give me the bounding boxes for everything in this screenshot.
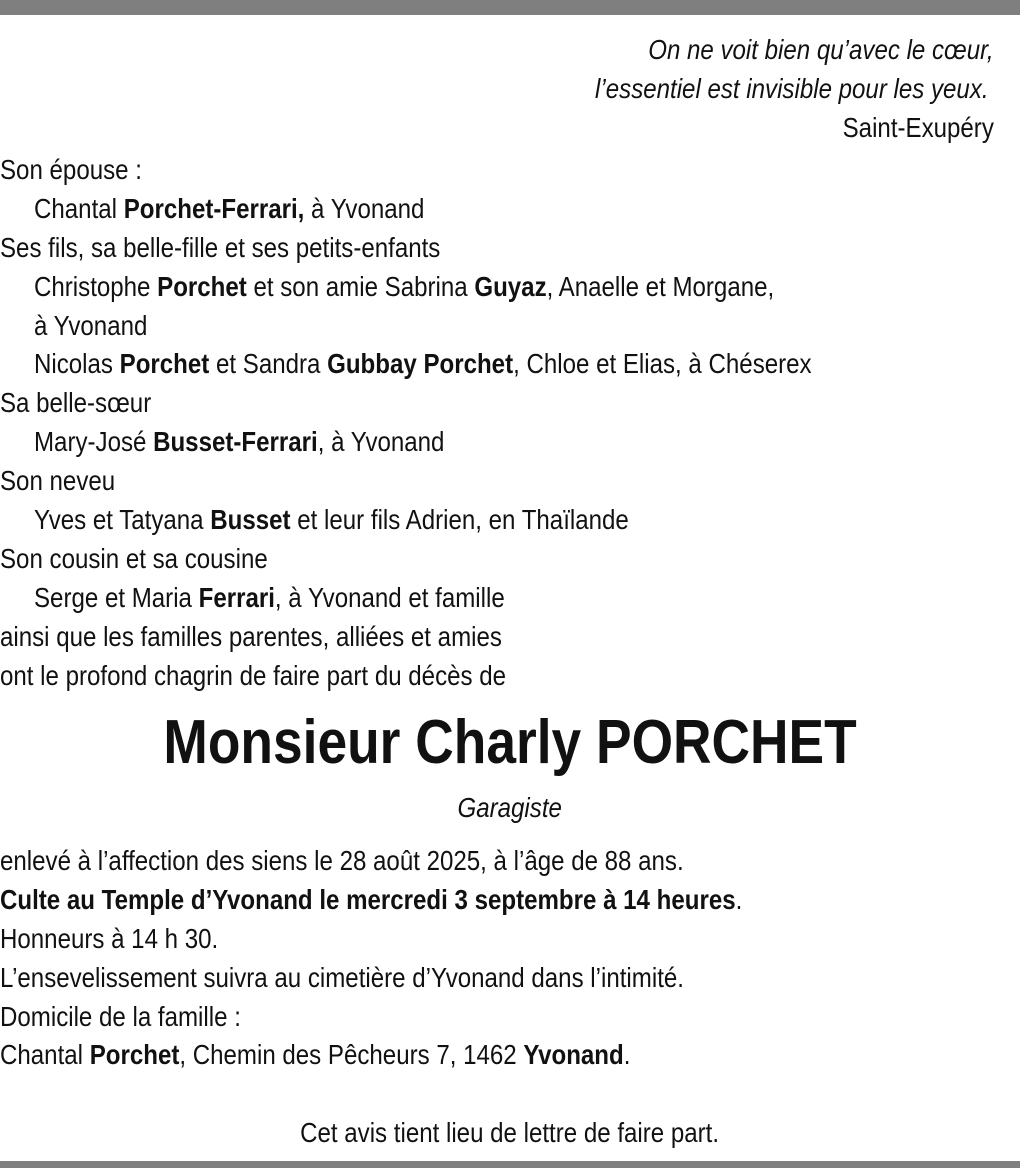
bottom-border [0,1161,1020,1168]
others-line: ainsi que les familles parentes, alliées et amies [0,620,502,652]
announce-line: ont le profond chagrin de faire part du décès de [0,659,507,691]
epigraph [531,30,994,147]
family-list [0,151,1020,695]
death-line: enlevé à l’affection des siens le 28 août 2025, à l’âge de 88 ans. [0,845,684,876]
cousins-heading: Son cousin et sa cousine [0,542,268,574]
spouse-heading: Son épouse : [0,154,142,185]
sons-heading: Ses fils, sa belle-fille et ses petits-enfants [0,231,441,263]
ceremony-details [0,842,1020,1075]
deceased-name: Monsieur Charly PORCHET [163,708,857,777]
deceased-profession: Garagiste [457,792,563,823]
son1-line: Christophe Porchet et son amie Sabrina Guyaz, Anaelle et Morgane, [34,270,775,302]
spouse-line: Chantal Porchet-Ferrari, à Yvonand [34,192,425,224]
nephew-heading: Son neveu [0,465,116,497]
son2-line: Nicolas Porchet et Sandra Gubbay Porchet, Chloe et Elias, à Chéserex [34,348,812,380]
quote-line-1: On ne voit bien qu’avec le cœur, [648,34,994,65]
cousins-line: Serge et Maria Ferrari, à Yvonand et famille [34,581,505,613]
home-address: Chantal Porchet, Chemin des Pêcheurs 7, 1462 Yvonand. [0,1039,631,1071]
son1-place: à Yvonand [34,309,148,341]
quote-line-2: l’essentiel est invisible pour les yeux. [595,73,989,104]
service-line: Culte au Temple d’Yvonand le mercredi 3 septembre à 14 heures. [0,883,743,915]
sister-line: Mary-José Busset-Ferrari, à Yvonand [34,426,445,458]
footer-note: Cet avis tient lieu de lettre de faire part. [300,1117,720,1148]
nephew-line: Yves et Tatyana Busset et leur fils Adrien, en Thaïlande [34,504,629,536]
quote-author: Saint-Exupéry [842,112,994,143]
sister-heading: Sa belle-sœur [0,387,152,419]
home-heading: Domicile de la famille : [0,1000,241,1032]
top-border [0,0,1020,15]
burial-line: L’ensevelissement suivra au cimetière d’Yvonand dans l’intimité. [0,961,684,993]
honours-line: Honneurs à 14 h 30. [0,922,219,954]
